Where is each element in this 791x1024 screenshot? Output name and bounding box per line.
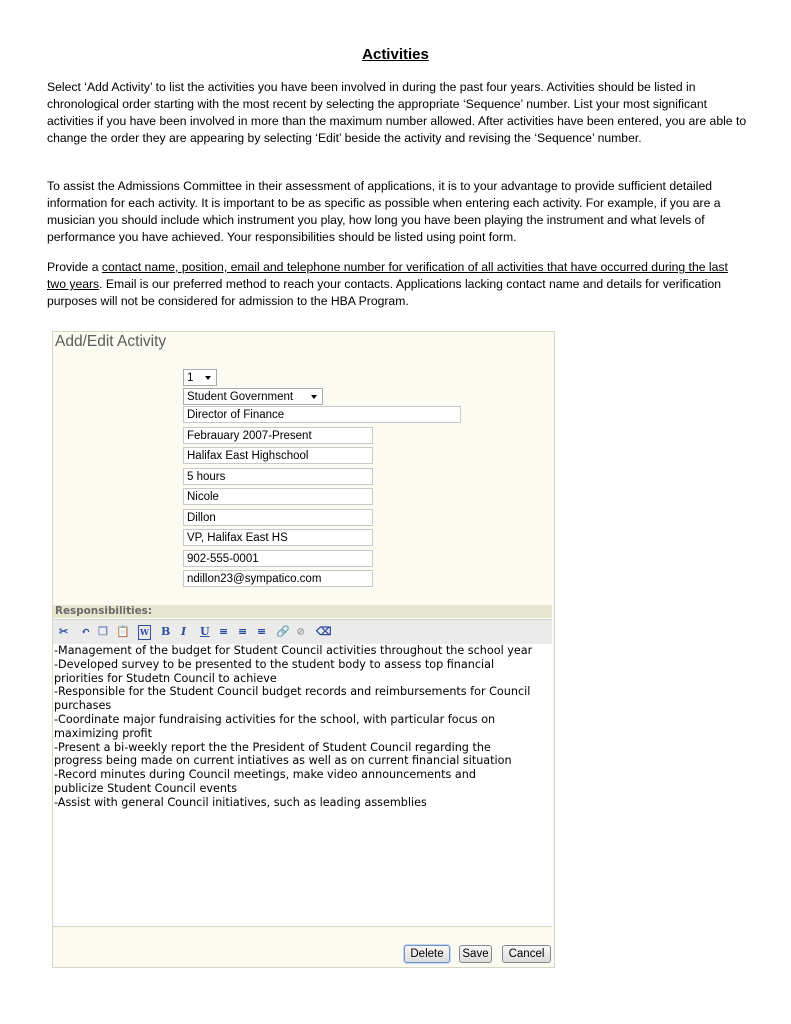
responsibility-line: priorities for Studetn Council to achieve [54,671,277,685]
instructions-paragraph-1: Select ‘Add Activity’ to list the activities you have been involved in during the past four years. Activities should be listed in chronological order starting with the most recent by selecting the appropriate ‘Sequence’ number. List your most significant activities if you have been involved in more than the maximum number allowed. After activities have been entered, you are able to change the order they are appearing by selecting ‘Edit’ beside the activity and revising the ‘Sequence’ number. [47,80,747,145]
activity-type-select[interactable] [183,388,323,405]
italic-icon[interactable]: I [181,625,187,638]
page-title: Activities [362,46,429,63]
responsibilities-editor[interactable] [53,644,552,927]
responsibility-line: -Responsible for the Student Council budget records and reimbursements for Council [54,685,531,699]
chevron-down-icon [311,395,317,399]
copy-icon[interactable]: ❐ [98,625,108,638]
bold-icon[interactable]: B [161,625,171,638]
cut-icon[interactable]: ✂ [59,625,69,638]
responsibility-line: -Developed survey to be presented to the student body to assess top financial [54,657,495,671]
activity-type-value: Student Government [187,391,294,403]
eraser-icon[interactable]: ⌫ [316,625,332,638]
responsibility-line: publicize Student Council events [54,781,238,795]
sequence-select[interactable] [183,369,217,386]
responsibility-line: -Present a bi-weekly report the the President of Student Council regarding the [54,740,491,754]
delete-button[interactable]: Delete [404,945,450,963]
contact-first-name-input[interactable]: Nicole [183,488,373,505]
contact-telephone-input[interactable]: 902-555-0001 [183,550,373,567]
responsibilities-header [53,605,552,618]
when-input[interactable]: Febrauary 2007-Present [183,427,373,444]
responsibilities-label: Responsibilities: [55,605,152,617]
cancel-button[interactable]: Cancel [502,945,551,963]
responsibility-line: -Assist with general Council initiatives, such as leading assemblies [54,795,427,809]
responsibility-line: progress being made on current intiatives as well as on current financial situation [54,754,512,768]
responsibility-line: maximizing profit [54,726,152,740]
sequence-value: 1 [187,372,194,384]
responsibility-line: -Coordinate major fundraising activities for the school, with particular focus on [54,712,496,726]
insert-link-icon[interactable]: 🔗 [276,625,290,638]
instructions-paragraph-2: To assist the Admissions Committee in their assessment of applications, it is to your advantage to provide sufficient detailed information for each activity. It is important to be as specific as possible when entering each activity. For example, if you are a musician you should include which instrument you play, how long you have been playing the instrument and what levels of performance you have achieved. Your responsibilities should be listed using point form. [47,179,721,244]
chevron-down-icon [205,376,211,380]
align-center-icon[interactable]: ≡ [238,625,248,638]
position-organization-input[interactable]: Director of Finance [183,406,461,423]
unlink-icon[interactable]: ⊘ [296,625,306,638]
panel-title: Add/Edit Activity [55,333,167,350]
underline-icon[interactable]: U [200,625,210,638]
paragraph-3-underlined: contact name, position, email and telephone number for verification of all activities that have occurred during the last two years [47,260,728,291]
align-right-icon[interactable]: ≡ [257,625,267,638]
contact-position-input[interactable]: VP, Halifax East HS [183,529,373,546]
time-per-week-input[interactable]: 5 hours [183,468,373,485]
responsibility-line: -Management of the budget for Student Council activities throughout the school year [54,644,533,657]
editor-toolbar [53,619,552,645]
save-button[interactable]: Save [459,945,492,963]
instructions-paragraph-3 [47,259,747,310]
where-input[interactable]: Halifax East Highschool [183,447,373,464]
contact-last-name-input[interactable]: Dillon [183,509,373,526]
paragraph-3-suffix: . Email is our preferred method to reach your contacts. Applications lacking contact name and details for verification purposes will not be considered for admission to the HBA Program. [47,277,722,308]
contact-email-input[interactable]: ndillon23@sympatico.com [183,570,373,587]
paragraph-3-prefix: Provide a [47,260,102,274]
add-edit-activity-panel [52,331,555,968]
responsibility-line: purchases [54,699,112,713]
paste-word-icon[interactable]: W [138,625,151,640]
paste-icon[interactable]: 📋 [116,625,130,638]
responsibility-line: -Record minutes during Council meetings, make video announcements and [54,768,476,782]
align-left-icon[interactable]: ≡ [219,625,229,638]
undo-icon[interactable]: ↶ [81,625,91,638]
